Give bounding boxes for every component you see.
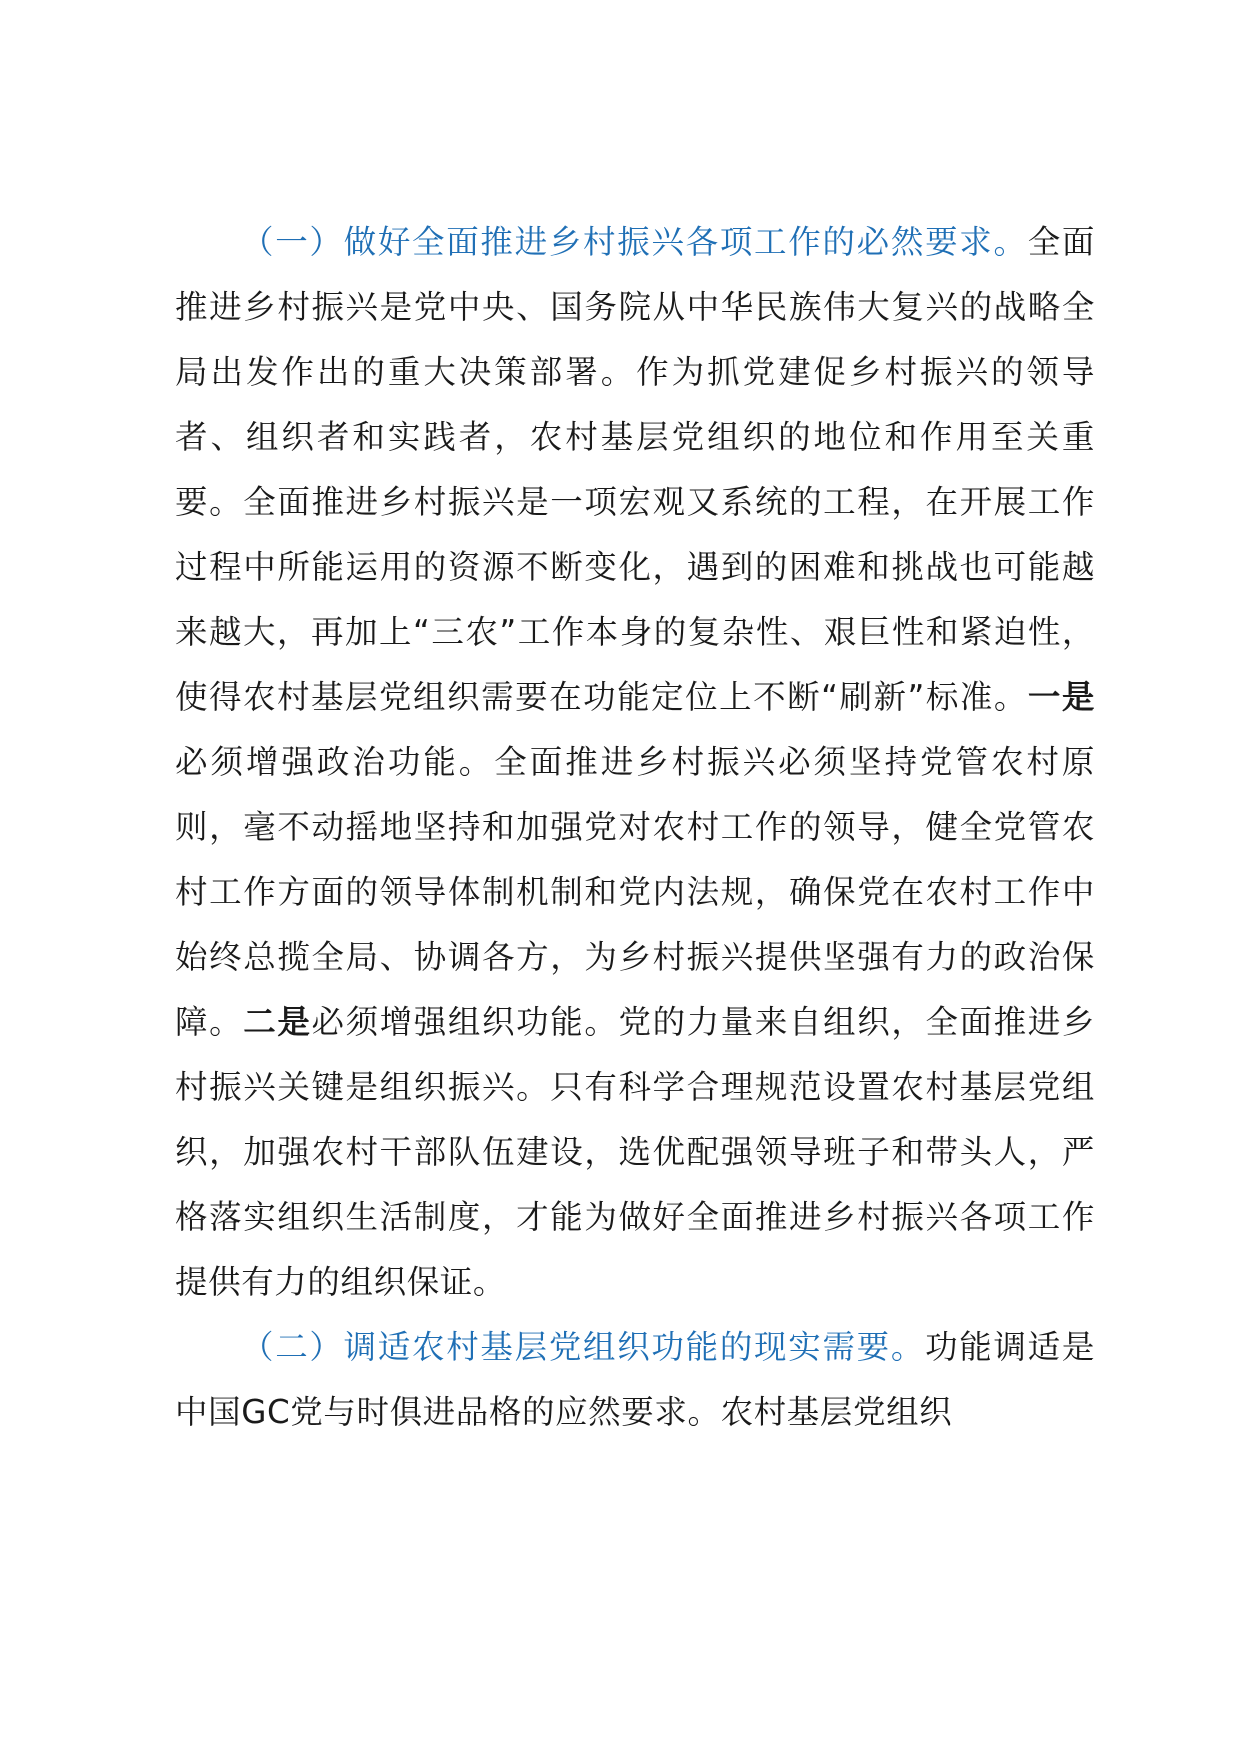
section-heading-2: （二）调适农村基层党组织功能的现实需要。: [241, 1328, 926, 1366]
paragraph-section-2: [175, 1315, 1095, 1445]
paragraph-text: 必须增强组织功能。党的力量来自组织，全面推进乡村振兴关键是组织振兴。只有科学合理规范设置农村基层党组织，加强农村干部队伍建设，选优配强领导班子和带头人，严格落实组织生活制度，才能为做好全面推进乡村振兴各项工作提供有力的组织保证。: [175, 1003, 1096, 1301]
paragraph-text: 必须增强政治功能。全面推进乡村振兴必须坚持党管农村原则，毫不动摇地坚持和加强党对农村工作的领导，健全党管农村工作方面的领导体制机制和党内法规，确保党在农村工作中始终总揽全局、协调各方，为乡村振兴提供坚强有力的政治保障。: [175, 743, 1095, 1041]
paragraph-text: 功能调适是中国GC党与时俱进品格的应然要求。农村基层党组织: [175, 1328, 1095, 1431]
paragraph-section-1: [175, 210, 1095, 1315]
paragraph-text: 全面推进乡村振兴是党中央、国务院从中华民族伟大复兴的战略全局出发作出的重大决策部署。作为抓党建促乡村振兴的领导者、组织者和实践者，农村基层党组织的地位和作用至关重要。全面推进乡村振兴是一项宏观又系统的工程，在开展工作过程中所能运用的资源不断变化，遇到的困难和挑战也可能越来越大，再加上“三农”工作本身的复杂性、艰巨性和紧迫性，使得农村基层党组织需要在功能定位上不断“刷新”标准。: [175, 223, 1095, 716]
document-body: [175, 210, 1095, 1445]
bold-lead-1: 一是: [1027, 678, 1095, 716]
section-heading-1: （一）做好全面推进乡村振兴各项工作的必然要求。: [241, 223, 1028, 261]
bold-lead-2: 二是: [243, 1003, 312, 1041]
